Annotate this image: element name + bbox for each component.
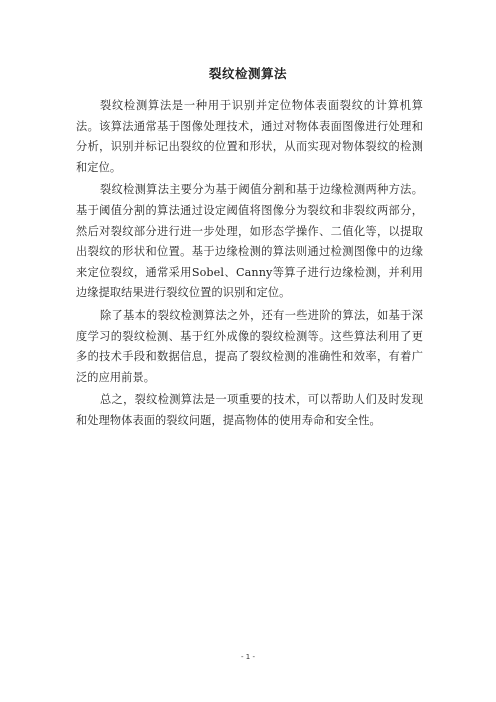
document-body [76, 96, 423, 434]
paragraph-4: 总之，裂纹检测算法是一项重要的技术，可以帮助人们及时发现和处理物体表面的裂纹问题，提高物体的使用寿命和安全性。 [76, 393, 423, 427]
page-number: - 1 - [241, 653, 255, 661]
paragraph-2: 裂纹检测算法主要分为基于阈值分割和基于边缘检测两种方法。基于阈值分割的算法通过设定阈值将图像分为裂纹和非裂纹两部分，然后对裂纹部分进行进一步处理，如形态学操作、二值化等，以提取出裂纹的形状和位置。基于边缘检测的算法则通过检测图像中的边缘来定位裂纹，通常采用Sobel、Canny等算子进行边缘检测，并利用边缘提取结果进行裂纹位置的识别和定位。 [76, 183, 423, 300]
document-title: 裂纹检测算法 [208, 66, 287, 81]
paragraph-3: 除了基本的裂纹检测算法之外，还有一些进阶的算法，如基于深度学习的裂纹检测、基于红外成像的裂纹检测等。这些算法利用了更多的技术手段和数据信息，提高了裂纹检测的准确性和效率，有着广泛的应用前景。 [76, 308, 423, 384]
paragraph-1: 裂纹检测算法是一种用于识别并定位物体表面裂纹的计算机算法。该算法通常基于图像处理技术，通过对物体表面图像进行处理和分析，识别并标记出裂纹的位置和形状，从而实现对物体裂纹的检测和定位。 [76, 99, 423, 174]
